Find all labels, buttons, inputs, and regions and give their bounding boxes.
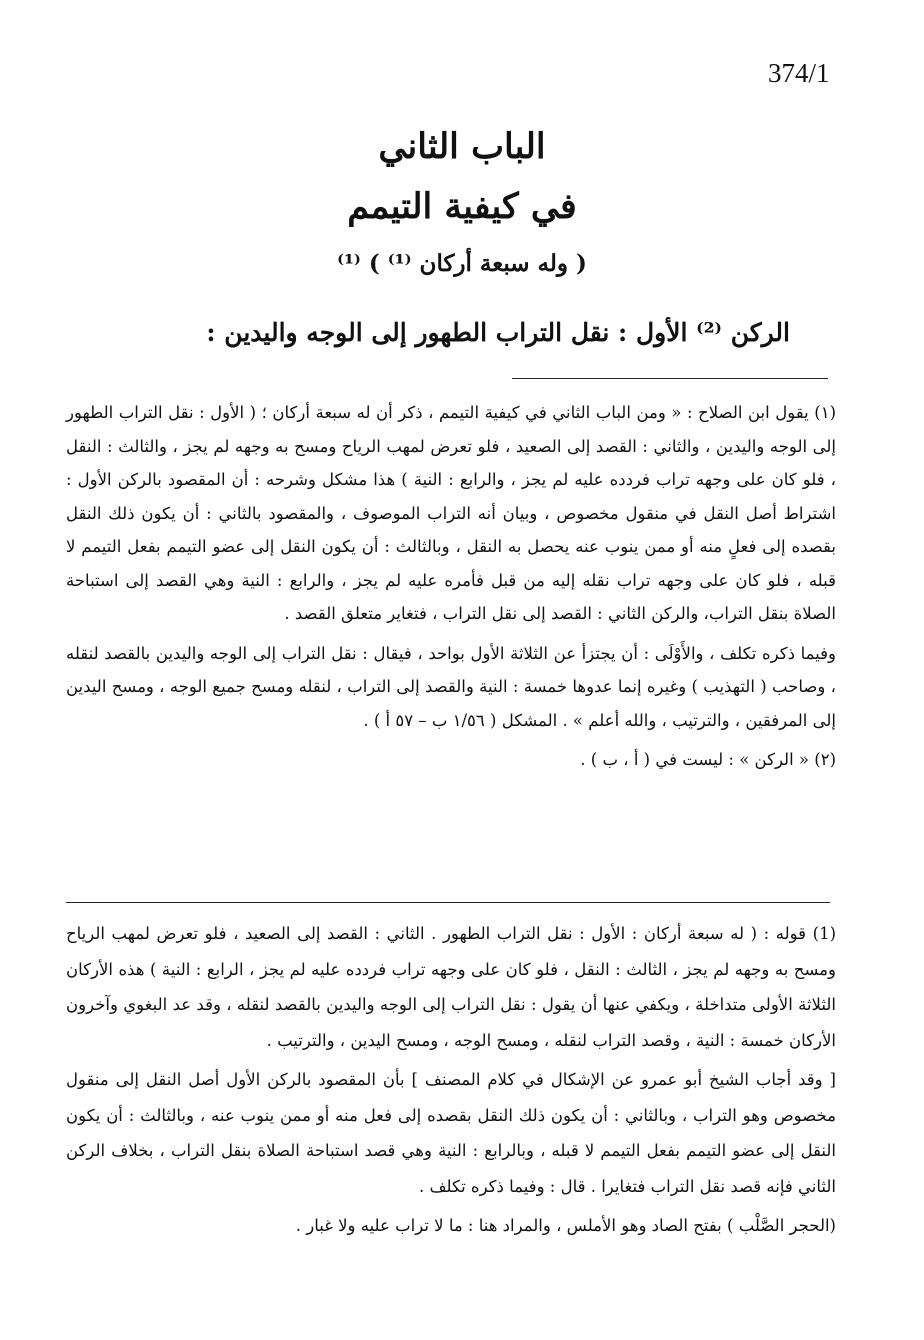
margin-notes-section (66, 916, 836, 1248)
chapter-subtitle: في كيفية التيمم (347, 186, 577, 227)
margin-note-paragraph: (الحجر الصَّلْب ) بفتح الصاد وهو الأملس ، والمراد هنا : ما لا تراب عليه ولا غبار . (295, 1216, 836, 1235)
first-pillar-heading: الركن ⁽²⁾ الأول : نقل التراب الطهور إلى الوجه واليدين : (206, 318, 790, 347)
pillars-count-note: ( وله سبعة أركان ⁽¹⁾ ) ⁽¹⁾ (337, 250, 587, 277)
margin-note-paragraph: (1) قوله : ( له سبعة أركان : الأول : نقل التراب الطهور . الثاني : القصد إلى الصعيد ، فلو تعرض لمهب الرياح ومسح به وجهه لم يجز ، الثالث : النقل ، فلو كان على وجهه تراب فردده عليه لم يجز ، الرابع : النية ) هذه الأركان الثلاثة الأولى متداخلة ، ويكفي عنها أن يقول : نقل التراب إلى الوجه واليدين بالقصد لنقله ، وقد عد البغوي وآخرون الأركان خمسة : النية ، وقصد التراب لنقله ، ومسح الوجه ، ومسح اليدين ، والترتيب . (66, 924, 836, 1050)
footnote-divider (512, 378, 828, 379)
footnote-paragraph: وفيما ذكره تكلف ، والأَوْلَى : أن يجتزأ عن الثلاثة الأول بواحد ، فيقال : نقل التراب إلى الوجه واليدين بالقصد لنقله ، وصاحب ( التهذيب ) وغيره إنما عدوها خمسة : النية والقصد إلى التراب ، لنقله ومسح جميع الوجه ، ومسح اليدين إلى المرفقين ، والترتيب ، والله أعلم » . المشكل ( ١/٥٦ ب – ٥٧ أ ) . (66, 643, 836, 730)
footnotes-section (66, 396, 836, 783)
footnote-paragraph: (١) يقول ابن الصلاح : « ومن الباب الثاني في كيفية التيمم ، ذكر أن له سبعة أركان ؛ ( الأول : نقل التراب الطهور إلى الوجه واليدين ، والثاني : القصد إلى الصعيد ، فلو تعرض لمهب الرياح ومسح به وجهه لم يجز ، والثالث : النقل ، فلو كان على وجهه تراب فردده عليه لم يجز ، والرابع : النية ) هذا مشكل وشرحه : أن المقصود بالركن الأول : اشتراط أصل النقل في منقول مخصوص ، وبيان أنه التراب الموصوف ، والمقصود بالثاني : أن يكون ذلك النقل بقصده إلى فعلٍ منه أو ممن ينوب عنه يحصل به النقل ، وبالثالث : أن يكون النقل إلى عضو التيمم بفعل التيمم لا قبله ، فلو كان على وجهه تراب نقله إليه من قبل فأمره عليه لم يجز ، والرابع : النية وهي القصد إلى استباحة الصلاة بنقل التراب، والركن الثاني : القصد إلى نقل التراب ، فتغاير متعلق القصد . (66, 403, 836, 623)
margin-note-paragraph: [ وقد أجاب الشيخ أبو عمرو عن الإشكال في كلام المصنف ] بأن المقصود بالركن الأول أصل النقل إلى منقول مخصوص وهو التراب ، وبالثاني : أن يكون ذلك النقل بقصده إلى فعل منه أو ممن ينوب عنه ، وبالثالث : أن يكون النقل إلى عضو التيمم بفعل التيمم لا قبله ، وبالرابع : النية وهي قصد استباحة الصلاة بنقل التراب ، بخلاف الركن الثاني فإنه قصد نقل التراب فتغايرا . قال : وفيما ذكره تكلف . (66, 1070, 836, 1196)
footnote-paragraph: (٢) « الركن » : ليست في ( أ ، ب ) . (580, 750, 836, 769)
page-number: 374/1 (768, 58, 830, 88)
margin-notes-divider (66, 902, 830, 903)
chapter-title: الباب الثاني (378, 126, 546, 167)
